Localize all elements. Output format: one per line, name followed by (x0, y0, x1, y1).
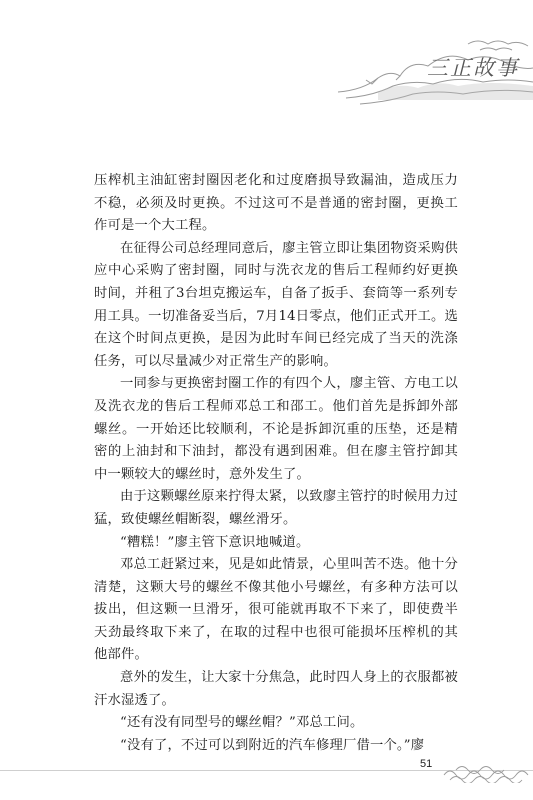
wave-ornament-icon (440, 753, 533, 783)
paragraph: 由于这颗螺丝原来拧得太紧，以致廖主管拧的时候用力过猛，致使螺丝帽断裂，螺丝滑牙。 (94, 489, 458, 527)
page-number: 51 (420, 758, 433, 770)
paragraph: 压榨机主油缸密封圈因老化和过度磨损导致漏油，造成压力不稳，必须及时更换。不过这可不是普通的密封圈，更换工作可是一个大工程。 (94, 173, 458, 234)
paragraph: “还有没有同型号的螺丝帽？”邓总工问。 (120, 715, 364, 731)
body-text (94, 170, 458, 757)
paragraph: 一同参与更换密封圈工作的有四个人，廖主管、方电工以及洗衣龙的售后工程师邓总工和邵工。他们首先是拆卸外部螺丝。一开始还比较顺利，不论是拆卸沉重的压垫，还是精密的上油封和下油封，都没有遇到困难。但在廖主管拧卸其中一颗较大的螺丝时，意外发生了。 (94, 376, 458, 482)
section-title: 三正故事 (427, 56, 519, 80)
paragraph: 意外的发生，让大家十分焦急，此时四人身上的衣服都被汗水湿透了。 (94, 670, 458, 708)
paragraph: “没有了，不过可以到附近的汽车修理厂借一个。”廖 (120, 737, 425, 753)
paragraph: 在征得公司总经理同意后，廖主管立即让集团物资采购供应中心采购了密封圈，同时与洗衣龙的售后工程师约好更换时间，并租了3台坦克搬运车，自备了扳手、套筒等一系列专用工具。一切准备妥当后，7月14日零点，他们正式开工。选在这个时间点更换，是因为此时车间已经完成了当天的洗涤任务，可以尽量减少对正常生产的影响。 (94, 240, 458, 369)
paragraph: 邓总工赶紧过来，见是如此情景，心里叫苦不迭。他十分清楚，这颗大号的螺丝不像其他小号螺丝，有多种方法可以拔出，但这颗一旦滑牙，很可能就再取不下来了，即使费半天劲最终取下来了，在取的过程中也很可能损坏压榨机的其他部件。 (94, 557, 458, 663)
paragraph: “糟糕！”廖主管下意识地喊道。 (120, 534, 310, 550)
